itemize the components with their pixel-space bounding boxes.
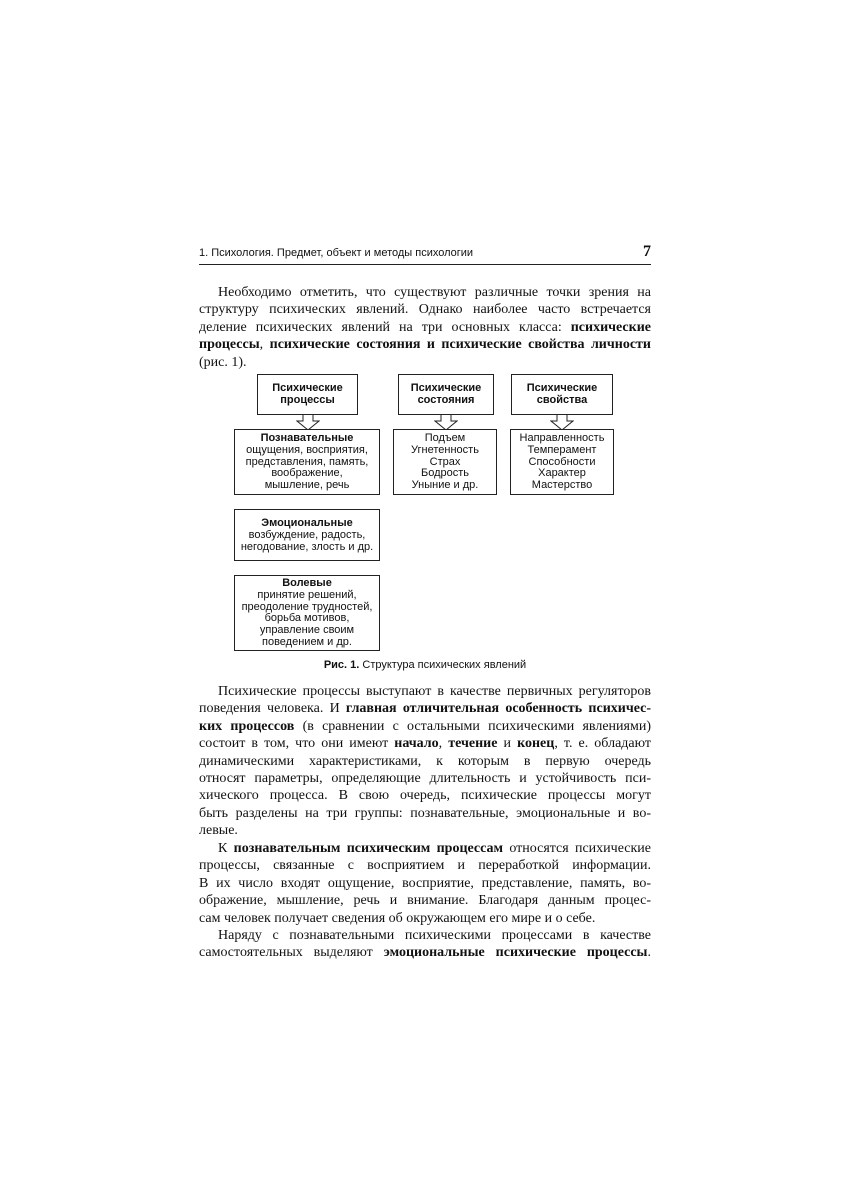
running-header bbox=[199, 244, 651, 265]
text-line bbox=[199, 770, 651, 787]
text-span: . bbox=[647, 945, 651, 961]
paragraph-cognitive bbox=[199, 840, 651, 927]
box-line: Подъем bbox=[424, 432, 466, 444]
box-line: Темперамент bbox=[527, 443, 597, 456]
box-line: Страх bbox=[429, 455, 461, 468]
bold-term: эмоциональные психические процессы bbox=[383, 945, 648, 961]
text-line bbox=[199, 700, 651, 717]
box-line: преодоление трудностей, bbox=[241, 600, 373, 613]
text-span: (рис. 1). bbox=[199, 354, 247, 370]
box-title: Психические bbox=[410, 382, 482, 394]
caption-text: Структура психических явлений bbox=[359, 659, 527, 671]
text-line bbox=[199, 927, 651, 944]
box-line: Мастерство bbox=[531, 479, 593, 492]
text-line bbox=[199, 944, 651, 961]
box-cognitive bbox=[234, 429, 380, 495]
text-line bbox=[199, 354, 651, 371]
box-title: Психические bbox=[272, 382, 343, 394]
text-line bbox=[199, 319, 651, 336]
paragraph-intro bbox=[199, 284, 651, 371]
text-line bbox=[199, 683, 651, 700]
text-line bbox=[199, 301, 651, 318]
box-properties-list bbox=[510, 429, 614, 495]
box-title: Психические bbox=[526, 382, 598, 394]
text-line bbox=[199, 857, 651, 874]
text-span: относят параметры, определяющие длительность и устойчивость пси- bbox=[199, 770, 651, 786]
bold-term: познавательным психическим процессам bbox=[233, 841, 504, 856]
bold-term: психические bbox=[570, 319, 651, 335]
text-span: ображение, мышление, речь и внимание. Благодаря данным процес- bbox=[199, 893, 651, 909]
bold-term: ких процессов bbox=[199, 718, 295, 734]
text-span: Наряду с познавательными психическими процессами в качестве bbox=[218, 928, 651, 943]
text-line bbox=[199, 892, 651, 909]
page-number: 7 bbox=[643, 243, 651, 260]
text-line bbox=[199, 787, 651, 804]
box-line: ощущения, восприятия, bbox=[246, 443, 368, 456]
text-span: деление психических явлений на три основных класса: bbox=[199, 319, 571, 335]
box-emotional bbox=[234, 509, 380, 561]
text-line bbox=[199, 805, 651, 822]
box-states-list bbox=[393, 429, 497, 495]
text-line bbox=[199, 822, 651, 839]
text-line bbox=[199, 284, 651, 301]
box-title: процессы bbox=[280, 393, 335, 406]
box-line: принятие решений, bbox=[257, 588, 357, 601]
text-span: динамическими характеристиками, к которым в первую очередь bbox=[199, 753, 651, 769]
text-span: процессы, связанные с восприятием и переработкой информации. bbox=[199, 858, 651, 874]
text-span: , т. е. обладают bbox=[554, 736, 651, 752]
text-line bbox=[199, 336, 651, 353]
text-line bbox=[199, 910, 651, 927]
box-line: представления, память, bbox=[245, 455, 369, 468]
paragraph-processes bbox=[199, 683, 651, 840]
box-line: возбуждение, радость, bbox=[248, 528, 366, 541]
text-span: относятся психические bbox=[503, 841, 651, 856]
text-line bbox=[199, 840, 651, 857]
box-volitional bbox=[234, 575, 380, 651]
box-line: негодование, злость и др. bbox=[240, 540, 374, 553]
header-title: 1. Психология. Предмет, объект и методы психологии bbox=[199, 247, 474, 259]
box-line: борьба мотивов, bbox=[264, 612, 350, 625]
text-span: поведения человека. И bbox=[199, 701, 346, 717]
text-span: сам человек получает сведения об окружающем его мире и о себе. bbox=[199, 910, 596, 926]
bold-term: главная отличительная особенность психичес- bbox=[345, 701, 651, 717]
text-span: левые. bbox=[199, 823, 238, 839]
figure-caption bbox=[199, 659, 651, 671]
box-line: мышление, речь bbox=[264, 479, 350, 492]
text-span: Необходимо отметить, что существуют различные точки зрения на bbox=[218, 285, 651, 300]
text-span: структуру психических явлений. Однако наиболее часто встречается bbox=[199, 302, 651, 318]
box-line: поведением и др. bbox=[262, 635, 352, 648]
box-line: Угнетенность bbox=[411, 443, 479, 456]
box-title: Эмоциональные bbox=[261, 517, 353, 529]
text-span: , bbox=[259, 337, 270, 353]
box-line: управление своим bbox=[259, 624, 355, 637]
box-title: состояния bbox=[417, 393, 475, 406]
text-line bbox=[199, 875, 651, 892]
box-line: Бодрость bbox=[420, 467, 470, 480]
bold-term: течение bbox=[448, 736, 498, 752]
text-span: (в сравнении с остальными психическими явлениями) bbox=[294, 718, 651, 734]
text-span: и bbox=[497, 736, 518, 752]
text-span: К bbox=[218, 841, 234, 856]
box-title: Познавательные bbox=[260, 432, 354, 444]
bold-term: психические состояния и психические свойства личности bbox=[269, 337, 651, 353]
text-line bbox=[199, 718, 651, 735]
box-line: воображение, bbox=[271, 467, 343, 480]
box-line: Характер bbox=[538, 467, 586, 480]
box-line: Направленность bbox=[519, 432, 605, 444]
box-mental-processes bbox=[257, 374, 358, 415]
box-title: свойства bbox=[536, 393, 588, 406]
box-title: Волевые bbox=[282, 577, 332, 589]
bold-term: начало bbox=[394, 736, 439, 752]
text-line bbox=[199, 753, 651, 770]
paragraph-emotional bbox=[199, 927, 651, 962]
box-mental-properties bbox=[511, 374, 613, 415]
text-span: хического процесса. В свою очередь, психические процессы могут bbox=[199, 788, 651, 804]
text-span: В их число входят ощущение, восприятие, представление, память, во- bbox=[199, 875, 651, 891]
bold-term: процессы bbox=[199, 337, 260, 353]
text-span: , bbox=[438, 736, 449, 752]
bold-term: конец bbox=[517, 736, 555, 752]
text-line bbox=[199, 735, 651, 752]
text-span: быть разделены на три группы: познавательные, эмоциональные и во- bbox=[199, 805, 651, 821]
box-line: Способности bbox=[528, 455, 596, 468]
text-span: состоит в том, что они имеют bbox=[199, 736, 395, 752]
caption-label: Рис. 1. bbox=[323, 659, 360, 671]
text-span: самостоятельных выделяют bbox=[199, 945, 384, 961]
box-line: Уныние и др. bbox=[411, 479, 479, 492]
box-mental-states bbox=[398, 374, 494, 415]
text-span: Психические процессы выступают в качестве первичных регуляторов bbox=[218, 684, 651, 699]
